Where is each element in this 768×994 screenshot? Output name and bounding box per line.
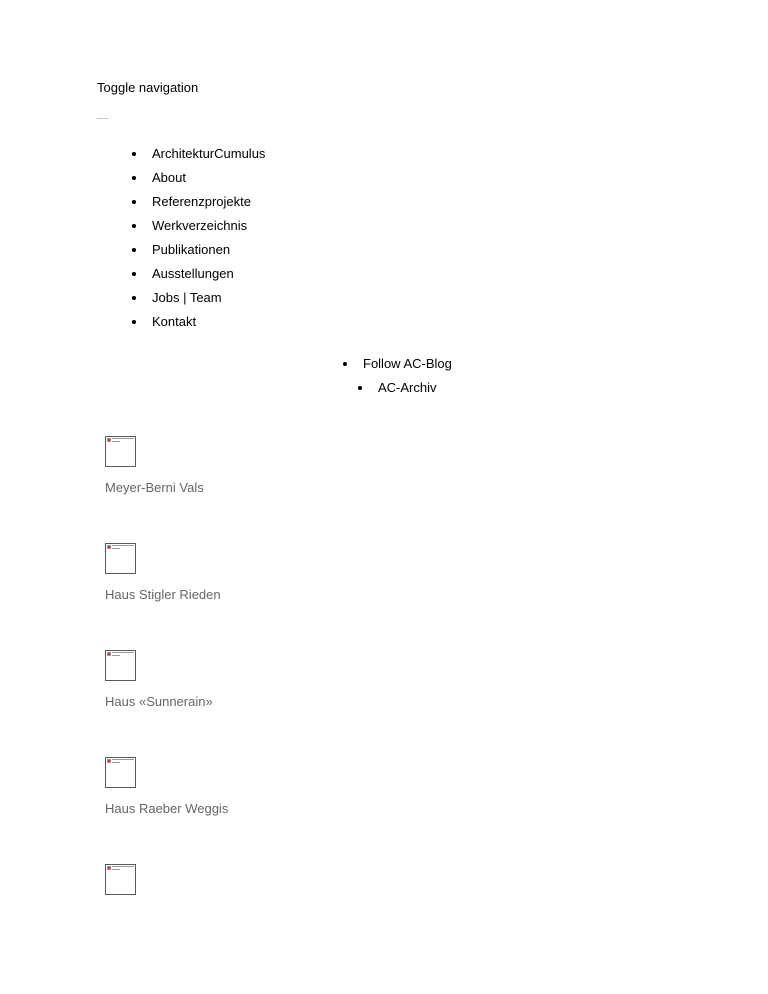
alt-text-line [112,438,134,439]
alt-text-line [112,655,120,656]
nav-item-follow-blog [363,356,452,371]
alt-text-line [112,545,134,546]
archiv-link[interactable]: AC-Archiv [378,380,437,395]
nav-item-werkverzeichnis [152,218,265,242]
nav-item-ausstellungen [152,266,265,290]
nav-link-about[interactable]: About [152,170,186,185]
alt-text-line [112,652,134,653]
toggle-navigation-button[interactable]: Toggle navigation [97,80,199,95]
project-title-link[interactable]: Haus Stigler Rieden [105,587,221,602]
project-card [105,436,204,495]
nav-link-kontakt[interactable]: Kontakt [152,314,197,329]
archiv-nav [378,380,437,395]
follow-blog-link[interactable]: Follow AC-Blog [363,356,452,371]
nav-link-jobs-team[interactable]: Jobs | Team [152,290,222,305]
project-thumbnail[interactable] [105,864,136,895]
nav-item-referenzprojekte [152,194,265,218]
nav-item-jobs-team [152,290,265,314]
alt-text-line [112,548,120,549]
nav-link-architekturcumulus[interactable]: ArchitekturCumulus [152,146,266,161]
nav-link-werkverzeichnis[interactable]: Werkverzeichnis [152,218,248,233]
follow-nav [363,356,452,371]
project-title-link[interactable]: Haus Raeber Weggis [105,801,229,816]
project-title-link[interactable]: Meyer-Berni Vals [105,480,204,495]
main-navigation [152,146,265,338]
alt-text-line [112,762,120,763]
project-card [105,543,221,602]
project-thumbnail[interactable] [105,757,136,788]
project-thumbnail[interactable] [105,650,136,681]
project-thumbnail[interactable] [105,436,136,467]
broken-image-icon [107,545,111,549]
broken-image-icon [107,652,111,656]
nav-item-architekturcumulus [152,146,265,170]
alt-text-line [112,866,134,867]
alt-text-line [112,759,134,760]
project-title-link[interactable]: Haus «Sunnerain» [105,694,213,709]
project-card [105,864,136,895]
broken-image-icon [107,438,111,442]
nav-item-about [152,170,265,194]
alt-text-line [112,441,120,442]
nav-item-kontakt [152,314,265,338]
nav-link-publikationen[interactable]: Publikationen [152,242,231,257]
nav-link-referenzprojekte[interactable]: Referenzprojekte [152,194,251,209]
project-card [105,650,213,709]
nav-item-archiv [378,380,437,395]
project-card [105,757,229,816]
nav-item-publikationen [152,242,265,266]
hamburger-icon-bar [97,118,108,119]
alt-text-line [112,869,120,870]
broken-image-icon [107,866,111,870]
nav-link-ausstellungen[interactable]: Ausstellungen [152,266,234,281]
broken-image-icon [107,759,111,763]
project-thumbnail[interactable] [105,543,136,574]
